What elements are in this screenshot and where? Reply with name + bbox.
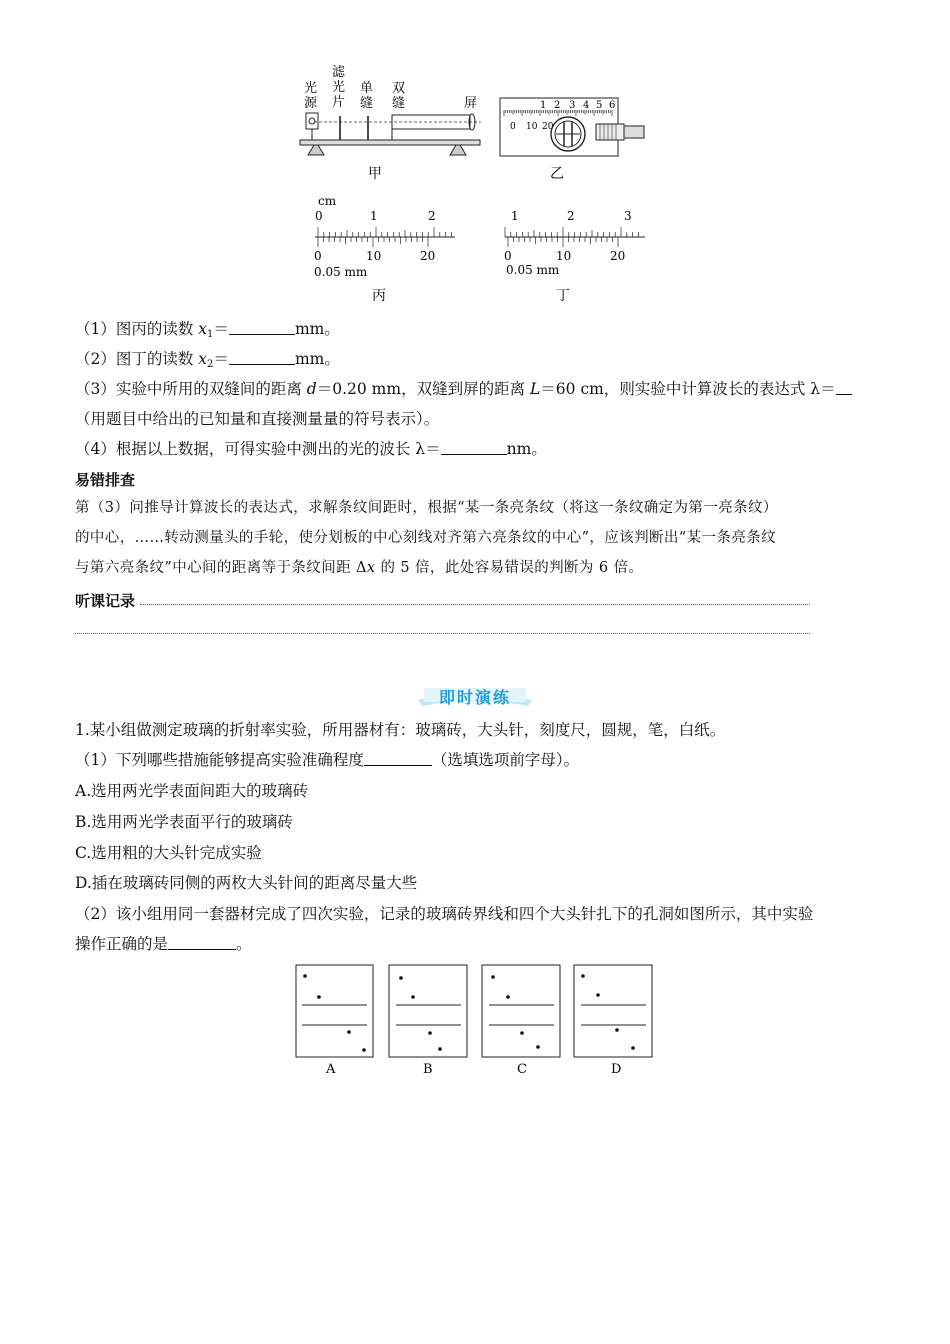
label-single-slit-2: 缝 [360,96,374,111]
ding-main-2: 2 [567,209,575,223]
q4-prefix: （4）根据以上数据，可得实验中测出的光的波长 λ＝ [75,440,441,458]
label-d: D [611,1062,622,1077]
label-filter-3: 片 [332,95,346,110]
caption-ding: 丁 [556,288,570,304]
label-single-slit-1: 单 [360,81,374,96]
question-2 [75,349,340,375]
error-check-line3a: 与第六亮条纹”中心间的距离等于条纹间距 Δ [75,560,367,576]
notes-title: 听课记录 [75,592,136,610]
label-a: A [326,1062,336,1077]
q3-var-L: L [530,380,541,398]
label-b: B [423,1062,433,1077]
q1-prefix: （1）图丙的读数 [75,320,199,338]
notes-line-2[interactable] [75,633,810,634]
pin-hole [506,995,510,999]
q1-sub: 1 [207,329,214,340]
panel-a [296,965,373,1077]
yi-vernier-10: 10 [526,122,538,132]
q3-var-d: d [306,380,317,398]
option-d: D.插在玻璃砖同侧的两枚大头针间的距离尽量大些 [75,874,418,892]
option-a: A.选用两光学表面间距大的玻璃砖 [75,782,309,800]
notes-line-1[interactable] [140,604,810,605]
glass-block-figures [290,960,660,1080]
bing-unit: cm [318,194,337,208]
yi-tick-2: 2 [554,100,561,111]
pin-hole [596,993,600,997]
q4-unit: nm。 [506,440,547,458]
yi-tick-4: 4 [583,100,590,111]
practice-banner [412,684,538,708]
pin-hole [362,1048,366,1052]
q2-unit: mm。 [294,350,340,368]
measuring-head-figure [496,96,656,186]
practice-sub1-blank[interactable] [364,751,432,766]
q2-sub: 2 [207,359,214,370]
label-c: C [517,1062,527,1077]
ding-main-1: 1 [511,209,519,223]
pin-hole [615,1028,619,1032]
caption-jia: 甲 [368,166,382,182]
vernier-bing-figure [310,192,460,307]
practice-sub1-tail: （选填选项前字母）。 [431,751,580,769]
panel-d [574,965,652,1077]
label-screen: 屏 [464,96,478,111]
question-1 [75,319,340,345]
question-3-line2: （用题目中给出的已知量和直接测量量的符号表示）。 [75,410,440,428]
q2-eq: ＝ [213,350,229,368]
pin-hole [491,975,495,979]
practice-sub2-line1: （2）该小组用同一套器材完成了四次实验，记录的玻璃砖界线和四个大头针扎下的孔洞如图所示，其中实验 [75,905,814,923]
error-check-line3b: 的 5 倍，此处容易错误的判断为 6 倍。 [375,560,644,576]
q3-part1: （3）实验中所用的双缝间的距离 [75,380,307,398]
caption-bing: 丙 [372,288,386,304]
error-check-title: 易错排查 [75,471,136,489]
apparatus-figure [296,60,486,190]
q1-unit: mm。 [294,320,340,338]
pin-hole [399,976,403,980]
pin-hole [317,995,321,999]
ding-vernier-0: 0 [504,249,512,263]
panel-c [482,965,560,1077]
practice-sub1 [75,750,579,770]
pin-hole [581,974,585,978]
q2-answer-blank[interactable] [229,350,295,365]
option-c: C.选用粗的大头针完成实验 [75,844,262,862]
vernier-ding-figure [500,192,650,307]
label-filter-1: 滤 [332,65,346,80]
yi-tick-5: 5 [596,100,603,111]
q2-prefix: （2）图丁的读数 [75,350,199,368]
question-4 [75,439,547,459]
label-light-source-2: 源 [304,96,318,111]
pin-hole [520,1031,524,1035]
pin-hole [536,1045,540,1049]
ding-main-3: 3 [624,209,632,223]
yi-tick-1: 1 [540,100,547,111]
bing-vernier-0: 0 [314,249,322,263]
pin-hole [428,1031,432,1035]
pin-hole [438,1047,442,1051]
pin-hole [631,1046,635,1050]
yi-tick-6: 6 [609,100,616,111]
label-light-source-1: 光 [304,81,318,96]
ding-vernier-20: 20 [610,249,626,263]
bing-main-1: 1 [370,209,378,223]
label-double-slit-2: 缝 [392,96,406,111]
practice-banner-text: 即时演练 [438,688,511,707]
pin-hole [347,1030,351,1034]
q3-part2: ＝0.20 mm，双缝到屏的距离 [316,380,530,398]
error-check-line2: 的中心，……转动测量头的手轮，使分划板的中心刻线对齐第六亮条纹的中心”，应该判断出“某一条亮条纹 [75,530,777,546]
question-3 [75,379,852,399]
panel-b [389,965,467,1077]
error-check-line3 [75,558,643,578]
caption-yi: 乙 [550,166,564,182]
label-filter-2: 光 [332,80,346,95]
label-double-slit-1: 双 [392,81,406,96]
q1-answer-blank[interactable] [229,320,295,335]
bing-main-2: 2 [428,209,436,223]
error-check-line3-var: x [366,560,376,576]
bing-precision: 0.05 mm [314,265,368,279]
q1-var: x [198,320,208,338]
ding-precision: 0.05 mm [506,263,560,277]
q3-answer-blank[interactable] [836,380,852,395]
pin-hole [303,974,307,978]
option-b: B.选用两光学表面平行的玻璃砖 [75,813,293,831]
practice-sub2-tail: 。 [236,935,252,953]
q3-part3: ＝60 cm，则实验中计算波长的表达式 λ＝ [540,380,836,398]
practice-sub2-text: 操作正确的是 [75,935,169,953]
bing-vernier-20: 20 [420,249,436,263]
practice-sub2-blank[interactable] [168,935,236,950]
error-check-line1: 第（3）问推导计算波长的表达式，求解条纹间距时，根据“某一条亮条纹（将这一条纹确定为第一亮条纹） [75,500,778,516]
yi-vernier-0: 0 [510,122,516,132]
pin-hole [411,995,415,999]
bing-main-0: 0 [315,209,323,223]
bing-vernier-10: 10 [366,249,382,263]
q4-answer-blank[interactable] [441,440,507,455]
ding-vernier-10: 10 [556,249,572,263]
practice-sub2-line2 [75,934,252,954]
yi-vernier-20: 20 [542,122,554,132]
yi-tick-3: 3 [569,100,576,111]
practice-sub1-text: （1）下列哪些措施能够提高实验准确程度 [75,751,364,769]
q1-eq: ＝ [213,320,229,338]
q2-var: x [198,350,208,368]
practice-q1-stem: 1.某小组做测定玻璃的折射率实验，所用器材有：玻璃砖，大头针，刻度尺，圆规，笔，白纸。 [75,721,726,739]
